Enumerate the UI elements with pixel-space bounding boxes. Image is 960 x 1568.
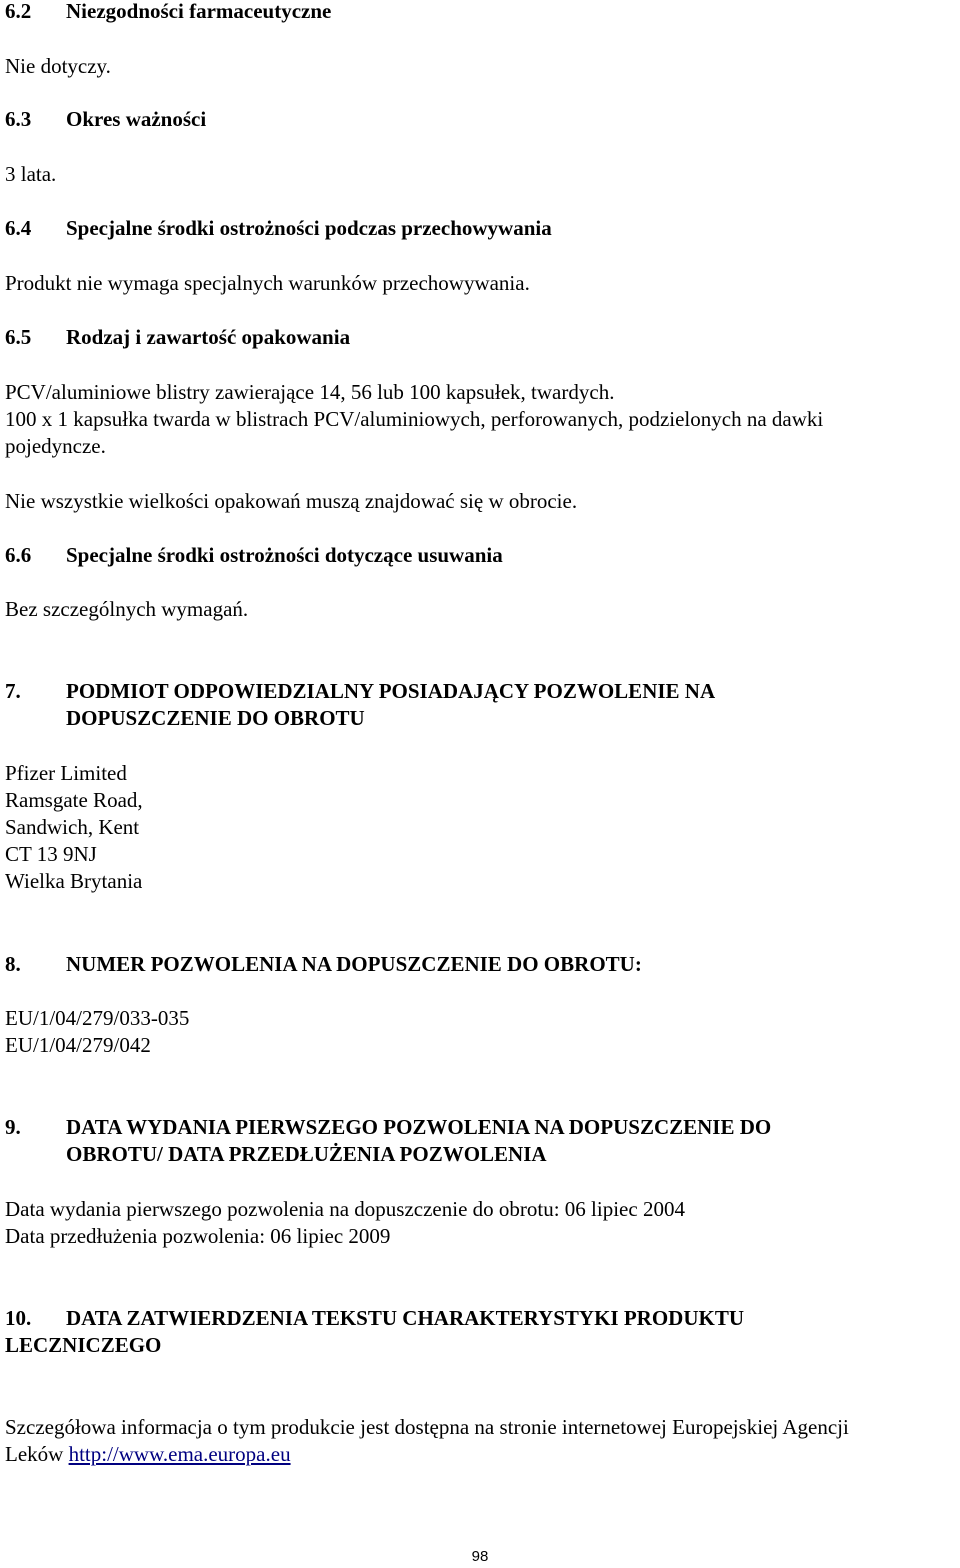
section-6-6-text: Bez szczególnych wymagań. xyxy=(5,597,249,621)
section-number: 10. xyxy=(5,1306,32,1330)
section-title-line: LECZNICZEGO xyxy=(5,1333,162,1357)
section-number: 6.6 xyxy=(5,543,32,567)
authorisation-date: Data wydania pierwszego pozwolenia na dopuszczenie do obrotu: 06 lipiec 2004 xyxy=(5,1197,685,1221)
address-line: Wielka Brytania xyxy=(5,869,143,893)
ema-website-link[interactable]: http://www.ema.europa.eu xyxy=(68,1442,291,1466)
section-6-5-note: Nie wszystkie wielkości opakowań muszą znajdować się w obrocie. xyxy=(5,489,578,513)
section-title-line: OBROTU/ DATA PRZEDŁUŻENIA POZWOLENIA xyxy=(66,1142,547,1166)
section-number: 8. xyxy=(5,952,21,976)
address-line: CT 13 9NJ xyxy=(5,842,97,866)
section-title xyxy=(66,1114,771,1168)
packaging-line: 100 x 1 kapsułka twarda w blistrach PCV/aluminiowych, perforowanych, podzielonych na dawki xyxy=(5,407,824,431)
section-6-3-text: 3 lata. xyxy=(5,162,57,186)
section-title: Specjalne środki ostrożności dotyczące usuwania xyxy=(66,543,503,567)
address-line: Ramsgate Road, xyxy=(5,788,143,812)
section-title: Specjalne środki ostrożności podczas przechowywania xyxy=(66,216,552,240)
section-title: Rodzaj i zawartość opakowania xyxy=(66,325,351,349)
authorisation-number: EU/1/04/279/042 xyxy=(5,1033,151,1057)
section-6-2-text: Nie dotyczy. xyxy=(5,54,111,78)
authorisation-date: Data przedłużenia pozwolenia: 06 lipiec 2009 xyxy=(5,1224,391,1248)
address-line: Sandwich, Kent xyxy=(5,815,140,839)
section-number: 9. xyxy=(5,1115,21,1139)
info-line xyxy=(5,1441,849,1468)
section-title: DATA ZATWIERDZENIA TEKSTU CHARAKTERYSTYKI PRODUKTU xyxy=(66,1306,744,1330)
authorisation-number: EU/1/04/279/033-035 xyxy=(5,1006,190,1030)
section-title-line: DOPUSZCZENIE DO OBROTU xyxy=(66,706,365,730)
section-10-info xyxy=(5,1414,849,1468)
section-title-line: DATA WYDANIA PIERWSZEGO POZWOLENIA NA DOPUSZCZENIE DO xyxy=(66,1115,772,1139)
marketing-authorisation-holder-address xyxy=(5,760,143,895)
section-title-line: PODMIOT ODPOWIEDZIALNY POSIADAJĄCY POZWOLENIE NA xyxy=(66,679,716,703)
section-title xyxy=(66,678,715,732)
section-6-4-text: Produkt nie wymaga specjalnych warunków przechowywania. xyxy=(5,271,530,295)
section-title: Niezgodności farmaceutyczne xyxy=(66,0,332,23)
address-line: Pfizer Limited xyxy=(5,761,127,785)
section-number: 6.4 xyxy=(5,216,32,240)
page-number: 98 xyxy=(471,1548,489,1565)
section-6-5-packaging xyxy=(5,379,823,460)
authorisation-dates xyxy=(5,1196,685,1250)
section-title: Okres ważności xyxy=(66,107,207,131)
authorisation-numbers xyxy=(5,1005,189,1059)
section-number: 7. xyxy=(5,679,21,703)
section-title: NUMER POZWOLENIA NA DOPUSZCZENIE DO OBROTU: xyxy=(66,952,642,976)
packaging-line: PCV/aluminiowe blistry zawierające 14, 56 lub 100 kapsułek, twardych. xyxy=(5,380,615,404)
info-line: Szczegółowa informacja o tym produkcie jest dostępna na stronie internetowej Europejskiej Agencji xyxy=(5,1415,849,1439)
section-number: 6.2 xyxy=(5,0,32,23)
section-number: 6.3 xyxy=(5,107,32,131)
info-prefix: Leków xyxy=(5,1442,69,1466)
section-number: 6.5 xyxy=(5,325,32,349)
packaging-line: pojedyncze. xyxy=(5,434,106,458)
